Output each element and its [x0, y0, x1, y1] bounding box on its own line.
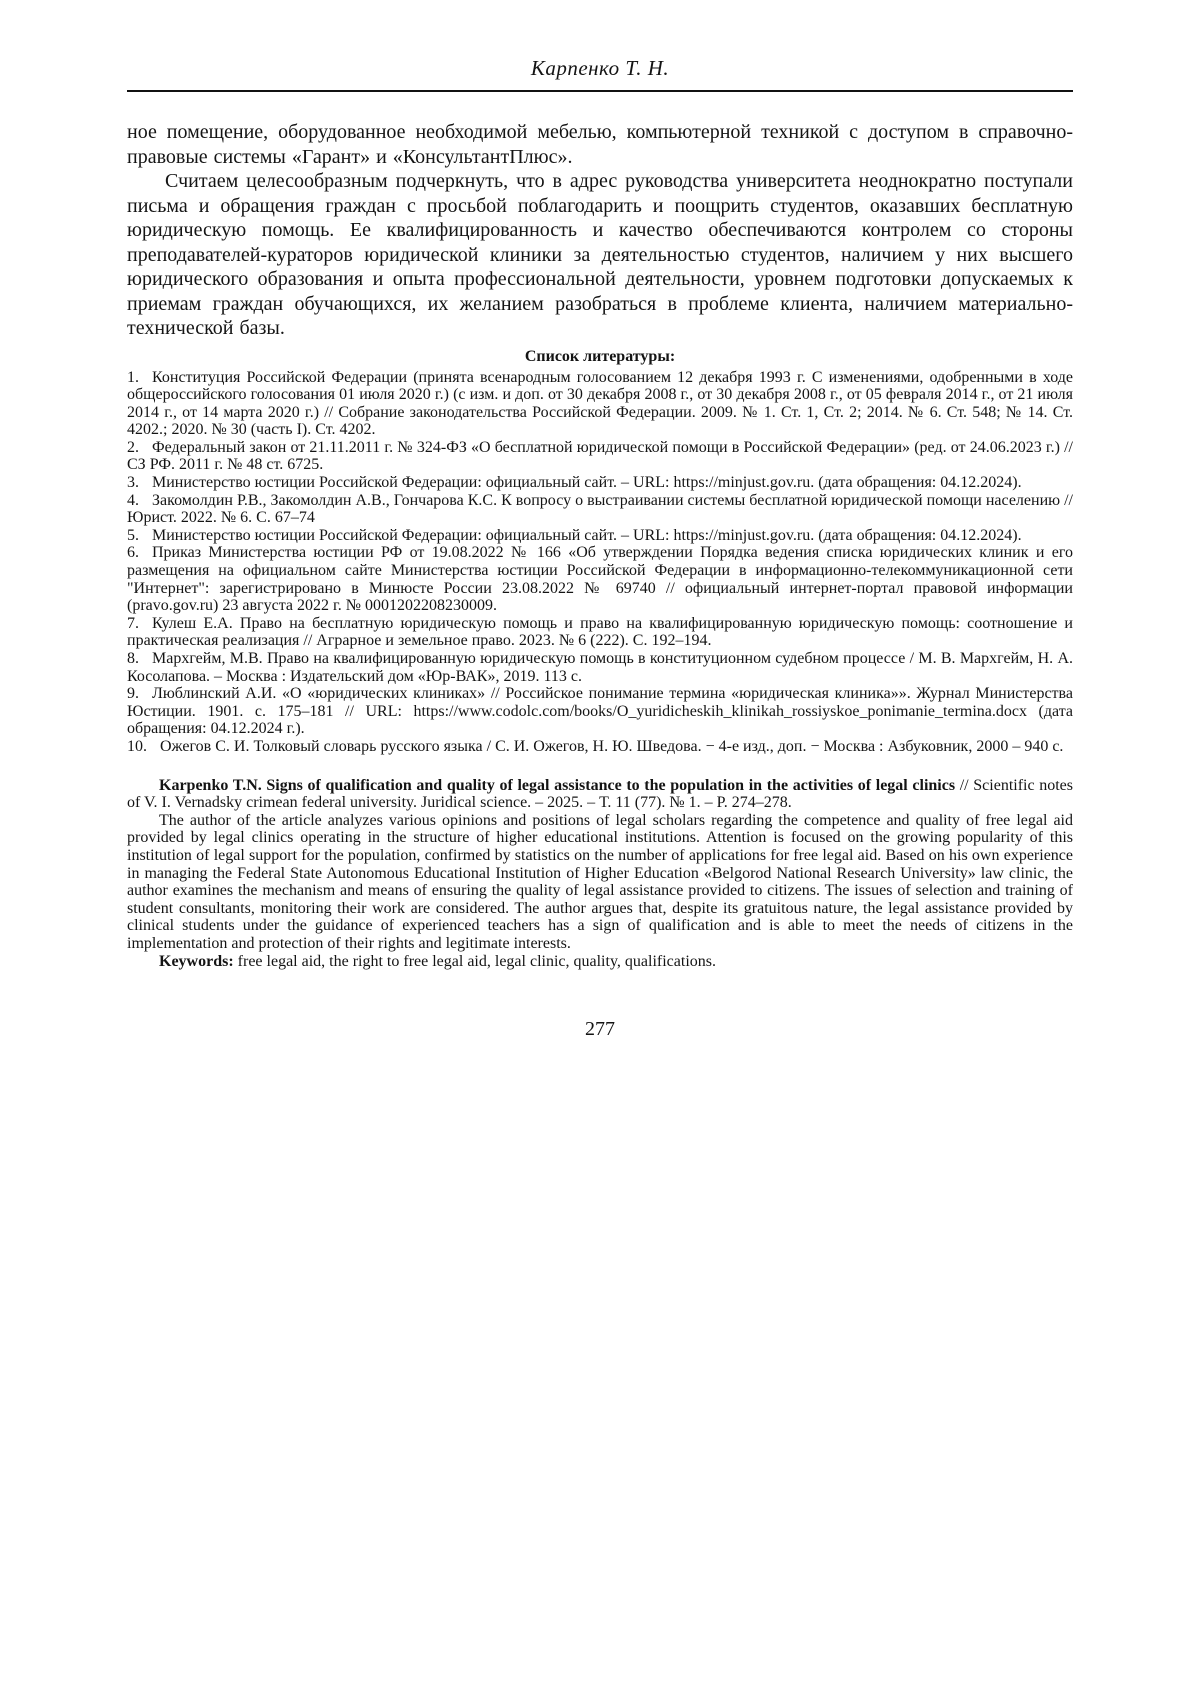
- citation-paragraph: [127, 777, 1073, 812]
- reference-number: 7.: [127, 614, 139, 632]
- header-divider: [127, 90, 1073, 92]
- reference-number: 1.: [127, 368, 139, 386]
- page-footer: [127, 1018, 1073, 1041]
- reference-item: [127, 738, 1073, 756]
- reference-item: [127, 527, 1073, 545]
- reference-number: 4.: [127, 491, 139, 509]
- citation-title: Karpenko T.N. Signs of qualification and quality of legal assistance to the population in the activities of legal clinics: [159, 776, 956, 794]
- reference-number: 3.: [127, 474, 139, 492]
- reference-number: 5.: [127, 526, 139, 544]
- reference-text: Министерство юстиции Российской Федерации: официальный сайт. – URL: https://minjust.gov.ru. (дата обращения: 04.12.2024).: [152, 474, 1022, 492]
- reference-text: Люблинский А.И. «О «юридических клиниках» // Российское понимание термина «юридическая клиника»». Журнал Министерства Юстиции. 1901. с. 175–181 // URL: https://www.codolc.com/books/O_yuridicheskih_klinikah_rossiyskoe_ponimanie_termina.docx (дата обращения: 04.12.2024 г.).: [127, 685, 1073, 738]
- page-number: 277: [585, 1018, 615, 1041]
- reference-text: Кулеш Е.А. Право на бесплатную юридическую помощь и право на квалифицированную юридическую помощь: соотношение и практическая реализация // Аграрное и земельное право. 2023. № 6 (222). С. 192–194.: [127, 614, 1073, 650]
- running-header-title: Карпенко Т. Н.: [530, 56, 670, 80]
- reference-number: 9.: [127, 685, 139, 703]
- references-heading: Список литературы:: [524, 347, 676, 365]
- reference-item: [127, 544, 1073, 614]
- citation-source: // Scientific notes of V. I. Vernadsky crimean federal university. Juridical science. – 2025. – Т. 11 (77). № 1. – P. 274–278.: [127, 776, 1074, 812]
- body-paragraph-continuation: ное помещение, оборудованное необходимой мебелью, компьютерной техникой с доступом в справочно-правовые системы «Гарант» и «КонсультантПлюс».: [127, 121, 1073, 168]
- reference-item: [127, 685, 1073, 738]
- reference-text: Мархгейм, М.В. Право на квалифицированную юридическую помощь в конституционном судебном процессе / М. В. Мархгейм, Н. А. Косолапова. – Москва : Издательский дом «Юр-ВАК», 2019. 113 с.: [127, 650, 1073, 685]
- keywords-paragraph: [127, 953, 1073, 971]
- page-body: [127, 120, 1073, 970]
- reference-item: [127, 615, 1073, 650]
- reference-item: [127, 650, 1073, 685]
- reference-text: Министерство юстиции Российской Федерации: официальный сайт. – URL: https://minjust.gov.ru. (дата обращения: 04.12.2024).: [152, 526, 1022, 544]
- reference-item: [127, 492, 1073, 527]
- reference-item: [127, 439, 1073, 474]
- english-abstract: [127, 777, 1073, 971]
- reference-item: [127, 369, 1073, 439]
- abstract-text: The author of the article analyzes various opinions and positions of legal scholars regarding the competence and quality of free legal aid provided by legal clinics operating in the structure of higher educational institutions. Attention is focused on the growing popularity of this institution of legal support for the population, confirmed by statistics on the number of applications for free legal aid. Based on his own experience in managing the Federal State Autonomous Educational Institution of Higher Education «Belgorod National Research University» law clinic, the author examines the mechanism and means of ensuring the quality of legal assistance provided to citizens. The issues of selection and training of student consultants, monitoring their work are considered. The author argues that, despite its gratuitous nature, the legal assistance provided by clinical students under the guidance of experienced teachers has a sign of qualification and is able to meet the needs of citizens in the implementation and protection of their rights and legitimate interests.: [127, 811, 1073, 952]
- reference-text: Федеральный закон от 21.11.2011 г. № 324-ФЗ «О бесплатной юридической помощи в Российской Федерации» (ред. от 24.06.2023 г.) // СЗ РФ. 2011 г. № 48 ст. 6725.: [127, 438, 1073, 474]
- reference-number: 2.: [127, 438, 139, 456]
- reference-text: Конституция Российской Федерации (принята всенародным голосованием 12 декабря 1993 г. С изменениями, одобренными в ходе общероссийского голосования 01 июля 2020 г.) (с изм. и доп. от 30 декабря 2008 г., от 30 декабря 2008 г., от 05 февраля 2014 г., от 21 июля 2014 г., от 14 марта 2020 г.) // Собрание законодательства Российской Федерации. 2009. № 1. Ст. 1, Ст. 2; 2014. № 6. Ст. 548; № 14. Ст. 4202.; 2020. № 30 (часть I). Ст. 4202.: [127, 368, 1073, 439]
- reference-number: 6.: [127, 544, 139, 562]
- keywords-label: Keywords:: [159, 952, 234, 970]
- reference-text: Закомолдин Р.В., Закомолдин А.В., Гончарова К.С. К вопросу о выстраивании системы бесплатной юридической помощи населению // Юрист. 2022. № 6. С. 67–74: [127, 491, 1073, 527]
- body-paragraph: Считаем целесообразным подчеркнуть, что в адрес руководства университета неоднократно поступали письма и обращения граждан с просьбой поблагодарить и поощрить студентов, оказавших бесплатную юридическую помощь. Ее квалифицированность и качество обеспечиваются контролем со стороны преподавателей-кураторов юридической клиники за деятельностью студентов, наличием у них высшего юридического образования и опыта профессиональной деятельности, уровнем подготовки допускаемых к приемам граждан обучающихся, их желанием разобраться в проблеме клиента, наличием материально-технической базы.: [127, 170, 1073, 339]
- running-header: [127, 56, 1073, 81]
- reference-item: [127, 474, 1073, 492]
- reference-text: Ожегов С. И. Толковый словарь русского языка / С. И. Ожегов, Н. Ю. Шведова. − 4-е изд., доп. − Москва : Азбуковник, 2000 – 940 с.: [160, 737, 1064, 755]
- reference-number: 10.: [127, 737, 147, 755]
- reference-number: 8.: [127, 650, 139, 667]
- keywords-text: free legal aid, the right to free legal aid, legal clinic, quality, qualifications.: [233, 952, 716, 970]
- reference-text: Приказ Министерства юстиции РФ от 19.08.2022 № 166 «Об утверждении Порядка ведения списка юридических клиник и его размещения на официальном сайте Министерства юстиции Российской Федерации в информационно-телекоммуникационной сети "Интернет": зарегистрировано в Минюсте России 23.08.2022 № 69740 // официальный интернет-портал правовой информации (pravo.gov.ru) 23 августа 2022 г. № 0001202208230009.: [127, 544, 1073, 615]
